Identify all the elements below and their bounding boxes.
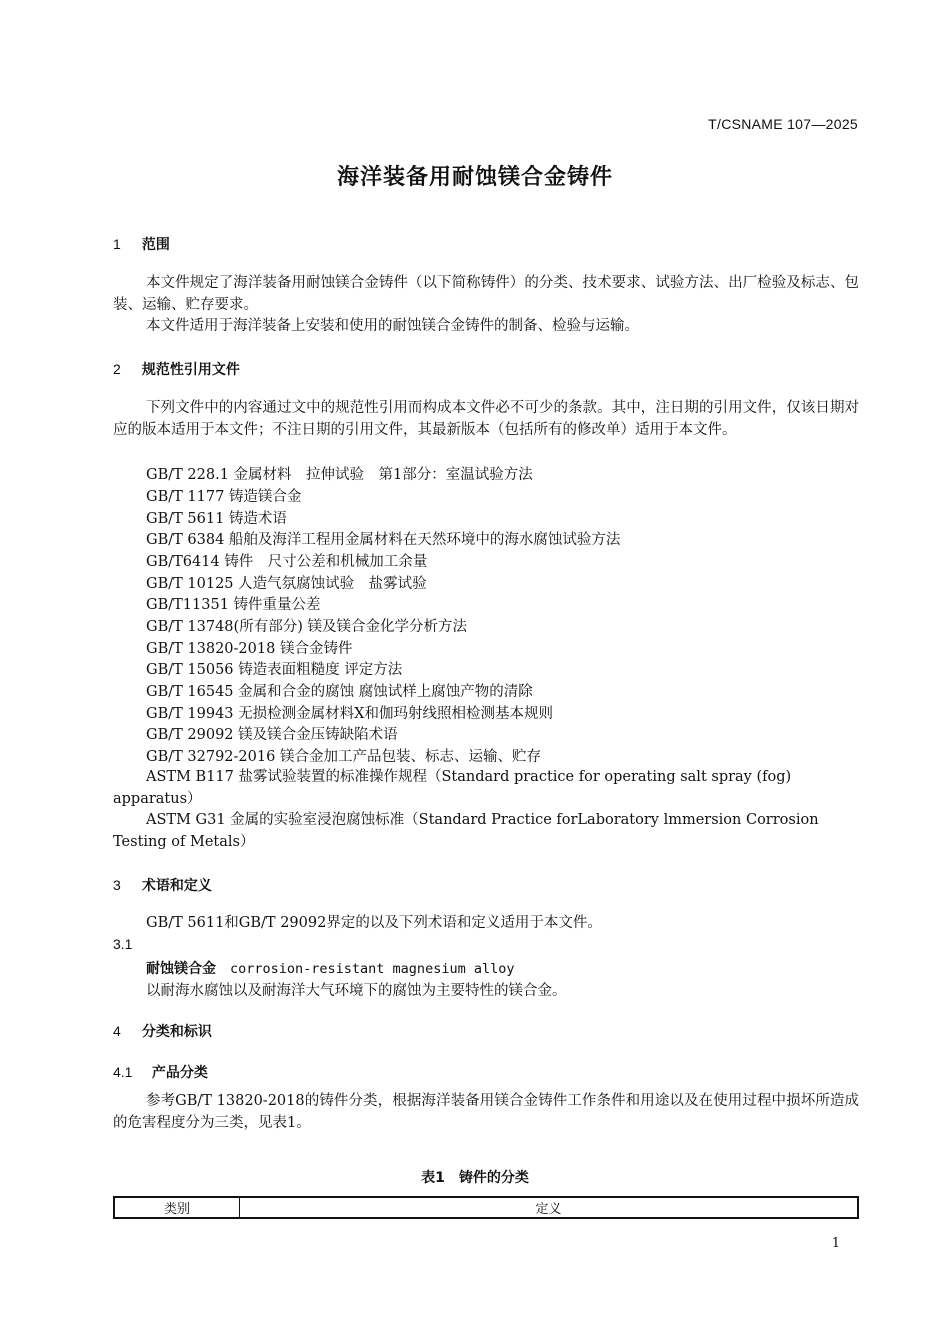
scope-paragraph-2: 本文件适用于海洋装备上安装和使用的耐蚀镁合金铸件的制备、检验与运输。 (146, 318, 639, 334)
section-number: 1 (113, 236, 121, 252)
reference-item-astm-b117: ASTM B117 盐雾试验装置的标准操作规程（Standard practice for operating salt spray (fog) apparatus） (113, 769, 792, 807)
section-number: 3 (113, 877, 121, 893)
references-intro: 下列文件中的内容通过文中的规范性引用而构成本文件必不可少的条款。其中，注日期的引用文件，仅该日期对应的版本适用于本文件；不注日期的引用文件，其最新版本（包括所有的修改单）适用于本文件。 (113, 400, 859, 438)
document-title: 海洋装备用耐蚀镁合金铸件 (336, 165, 613, 190)
table-header-category: 类别 (114, 1197, 240, 1218)
reference-item: GB/T 19943 无损检测金属材料X和伽玛射线照相检测基本规则 (146, 706, 553, 722)
table-header-row (114, 1197, 858, 1218)
terms-intro: GB/T 5611和GB/T 29092界定的以及下列术语和定义适用于本文件。 (146, 915, 602, 931)
section-heading-references (113, 359, 240, 379)
section-title: 分类和标识 (141, 1024, 212, 1040)
reference-item: GB/T 10125 人造气氛腐蚀试验 盐雾试验 (146, 576, 427, 592)
section-title: 规范性引用文件 (141, 362, 240, 378)
term-chinese: 耐蚀镁合金 (146, 961, 216, 977)
reference-item: GB/T 29092 镁及镁合金压铸缺陷术语 (146, 727, 398, 743)
reference-item: GB/T 228.1 金属材料 拉伸试验 第1部分：室温试验方法 (146, 467, 533, 483)
subsection-number: 4.1 (113, 1064, 133, 1080)
section-title: 范围 (141, 237, 170, 253)
term-english: corrosion-resistant magnesium alloy (230, 961, 515, 977)
reference-item: GB/T 13820-2018 镁合金铸件 (146, 641, 353, 657)
reference-item-astm-g31: ASTM G31 金属的实验室浸泡腐蚀标准（Standard Practice forLaboratory lmmersion Corrosion Testing of Metals） (113, 812, 819, 850)
classification-table (113, 1196, 859, 1219)
section-title: 术语和定义 (141, 878, 212, 894)
reference-item: GB/T 13748(所有部分) 镁及镁合金化学分析方法 (146, 619, 467, 635)
reference-item: GB/T6414 铸件 尺寸公差和机械加工余量 (146, 554, 428, 570)
table-header-definition: 定义 (240, 1197, 859, 1218)
reference-item: GB/T 1177 铸造镁合金 (146, 489, 302, 505)
term-entry (146, 958, 514, 978)
reference-item: GB/T 6384 船舶及海洋工程用金属材料在天然环境中的海水腐蚀试验方法 (146, 532, 621, 548)
document-code: T/CSNAME 107—2025 (708, 116, 858, 132)
reference-item: GB/T 16545 金属和合金的腐蚀 腐蚀试样上腐蚀产物的清除 (146, 684, 533, 700)
section-heading-terms (113, 875, 212, 895)
subsection-title: 产品分类 (151, 1065, 208, 1081)
reference-item: GB/T11351 铸件重量公差 (146, 597, 321, 613)
scope-paragraph-1: 本文件规定了海洋装备用耐蚀镁合金铸件（以下简称铸件）的分类、技术要求、试验方法、出厂检验及标志、包装、运输、贮存要求。 (113, 275, 859, 313)
reference-item: GB/T 5611 铸造术语 (146, 511, 287, 527)
reference-item: GB/T 15056 铸造表面粗糙度 评定方法 (146, 662, 403, 678)
term-number: 3.1 (113, 936, 133, 952)
subsection-heading-product-class (113, 1062, 208, 1082)
section-number: 4 (113, 1023, 121, 1039)
page-number: 1 (831, 1236, 840, 1251)
section-heading-classification (113, 1021, 212, 1041)
classification-paragraph: 参考GB/T 13820-2018的铸件分类，根据海洋装备用镁合金铸件工作条件和用途以及在使用过程中损坏所造成的危害程度分为三类，见表1。 (113, 1093, 859, 1131)
section-heading-scope (113, 234, 170, 254)
reference-item: GB/T 32792-2016 镁合金加工产品包装、标志、运输、贮存 (146, 749, 541, 765)
table-title: 表1 铸件的分类 (421, 1170, 529, 1186)
section-number: 2 (113, 361, 121, 377)
term-definition: 以耐海水腐蚀以及耐海洋大气环境下的腐蚀为主要特性的镁合金。 (146, 983, 567, 999)
